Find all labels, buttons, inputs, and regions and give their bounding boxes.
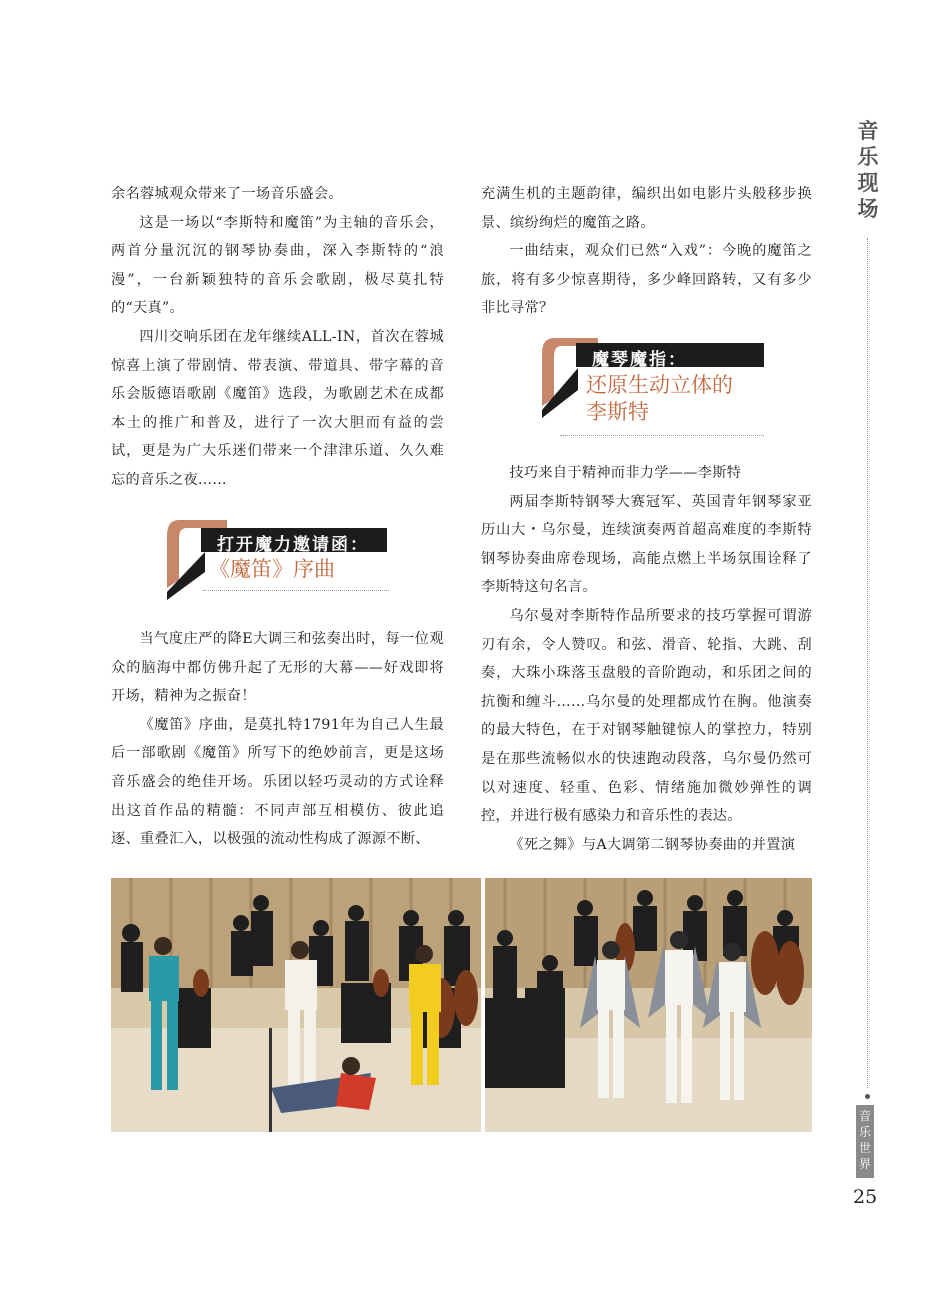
paragraph: 乌尔曼对李斯特作品所要求的技巧掌握可谓游刃有余，令人赞叹。和弦、滑音、轮指、大跳、刮奏，大珠小珠落玉盘般的音阶跑动，和乐团之间的抗衡和缠斗……乌尔曼的处理都成竹在胸。他演奏的最大特色，在于对钢琴触键惊人的掌控力，特别是在那些流畅似水的快速跑动段落，乌尔曼仍然可以对速度、轻重、色彩、情绪施加微妙弹性的调控，并进行极有感染力和音乐性的表达。 xyxy=(481,607,812,825)
paragraph: 四川交响乐团在龙年继续ALL-IN，首次在蓉城惊喜上演了带剧情、带表演、带道具、带字幕的音乐会版德语歌剧《魔笛》选段，为歌剧艺术在成都本土的推广和普及，进行了一次大胆而有益的尝试，更是为广大乐迷们带来一个津津乐道、久久难忘的音乐之夜…… xyxy=(111,328,444,488)
page-number: 25 xyxy=(853,1186,878,1208)
brand-char: 界 xyxy=(858,1157,871,1171)
section-char: 场 xyxy=(857,197,879,221)
sidebar-divider xyxy=(867,238,868,1088)
heading-tag: 打开魔力邀请函： xyxy=(201,528,387,552)
section-heading-liszt xyxy=(540,338,770,438)
paragraph: 技巧来自于精神而非力学——李斯特 xyxy=(509,465,742,481)
magazine-brand xyxy=(856,1105,874,1178)
heading-tag: 魔琴魔指： xyxy=(576,343,764,367)
section-char: 乐 xyxy=(857,145,879,169)
concert-photo-image xyxy=(485,878,812,1132)
section-label xyxy=(855,118,881,222)
concert-photo-dancers xyxy=(485,878,812,1132)
section-heading-magic-flute xyxy=(165,520,395,600)
section-char: 现 xyxy=(857,171,879,195)
paragraph: 两届李斯特钢琴大赛冠军、英国青年钢琴家亚历山大・乌尔曼，连续演奏两首超高难度的李斯特钢琴协奏曲席卷现场，高能点燃上半场氛围诠释了李斯特这句名言。 xyxy=(481,493,812,596)
paragraph: 余名蓉城观众带来了一场音乐盛会。 xyxy=(111,186,343,202)
right-column-continued xyxy=(481,459,812,859)
brand-char: 音 xyxy=(858,1109,871,1123)
paragraph: 《魔笛》序曲，是莫扎特1791年为自己人生最后一部歌剧《魔笛》所写下的绝妙前言，更是这场音乐盛会的绝佳开场。乐团以轻巧灵动的方式诠释出这首作品的精髓：不同声部互相模仿、彼此追逐、重叠汇入，以极强的流动性构成了源源不断、 xyxy=(111,716,444,848)
heading-subtitle: 《魔笛》序曲 xyxy=(209,557,335,581)
paragraph: 充满生机的主题韵律，编织出如电影片头般移步换景、缤纷绚烂的魔笛之路。 xyxy=(481,186,812,231)
brand-char: 世 xyxy=(858,1141,871,1155)
heading-subtitle: 还原生动立体的李斯特 xyxy=(586,373,733,424)
brand-char: 乐 xyxy=(858,1125,871,1139)
section-char: 音 xyxy=(857,119,879,143)
paragraph: 一曲结束，观众们已然“入戏”：今晚的魔笛之旅，将有多少惊喜期待，多少峰回路转，又有多少非比寻常？ xyxy=(481,243,812,317)
heading-rule xyxy=(203,590,389,591)
concert-photo-image xyxy=(111,878,481,1132)
paragraph: 《死之舞》与A大调第二钢琴协奏曲的并置演 xyxy=(509,836,796,853)
sidebar-dot xyxy=(865,1094,870,1099)
concert-photo-singers xyxy=(111,878,481,1132)
left-column xyxy=(111,180,444,495)
paragraph: 这是一场以“李斯特和魔笛”为主轴的音乐会，两首分量沉沉的钢琴协奏曲，深入李斯特的“浪漫”，一台新颖独特的音乐会歌剧，极尽莫扎特的“天真”。 xyxy=(111,214,444,317)
paragraph: 当气度庄严的降E大调三和弦奏出时，每一位观众的脑海中都仿佛升起了无形的大幕——好戏即将开场，精神为之振奋！ xyxy=(111,631,444,705)
left-column-continued xyxy=(111,625,444,854)
heading-rule xyxy=(560,435,764,436)
right-column xyxy=(481,180,812,323)
